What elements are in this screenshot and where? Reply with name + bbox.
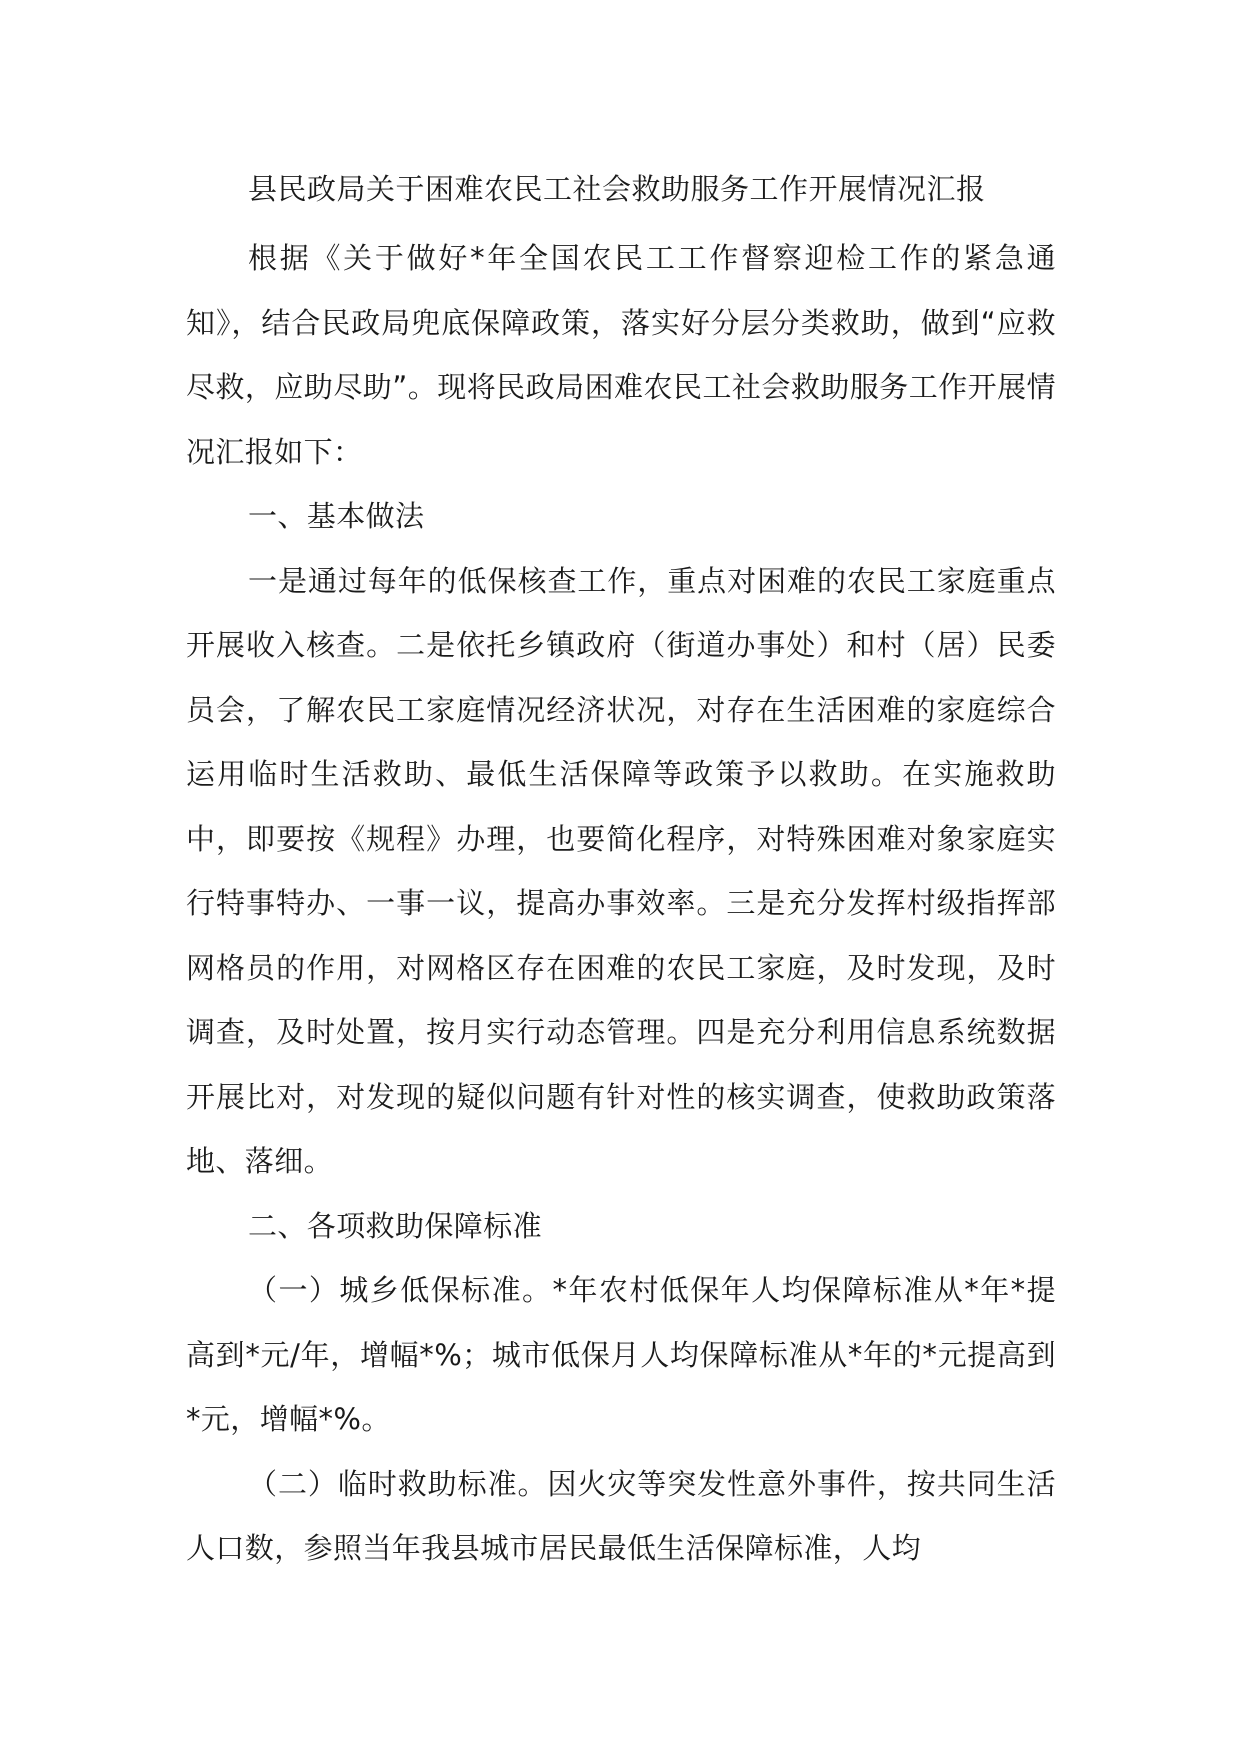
section-2-item-1: （一）城乡低保标准。*年农村低保年人均保障标准从*年*提高到*元/年，增幅*%；城市低保月人均保障标准从*年的*元提高到*元，增幅*%。 bbox=[186, 1273, 1056, 1436]
section-1-heading: 一、基本做法 bbox=[248, 499, 425, 533]
section-1-body: 一是通过每年的低保核查工作，重点对困难的农民工家庭重点开展收入核查。二是依托乡镇政府（街道办事处）和村（居）民委员会，了解农民工家庭情况经济状况，对存在生活困难的家庭综合运用临时生活救助、最低生活保障等政策予以救助。在实施救助中，即要按《规程》办理，也要简化程序，对特殊困难对象家庭实行特事特办、一事一议，提高办事效率。三是充分发挥村级指挥部网格员的作用，对网格区存在困难的农民工家庭，及时发现，及时调查，及时处置，按月实行动态管理。四是充分利用信息系统数据开展比对，对发现的疑似问题有针对性的核实调查，使救助政策落地、落细。 bbox=[186, 563, 1056, 1178]
section-2-heading: 二、各项救助保障标准 bbox=[248, 1208, 543, 1243]
document-page bbox=[186, 162, 1056, 1581]
intro-paragraph: 根据《关于做好*年全国农民工工作督察迎检工作的紧急通知》，结合民政局兜底保障政策，落实好分层分类救助，做到“应救尽救，应助尽助”。现将民政局困难农民工社会救助服务工作开展情况汇报如下： bbox=[186, 241, 1056, 469]
document-title: 县民政局关于困难农民工社会救助服务工作开展情况汇报 bbox=[248, 172, 986, 206]
section-2-item-2: （二）临时救助标准。因火灾等突发性意外事件，按共同生活人口数，参照当年我县城市居民最低生活保障标准，人均 bbox=[186, 1466, 1056, 1565]
